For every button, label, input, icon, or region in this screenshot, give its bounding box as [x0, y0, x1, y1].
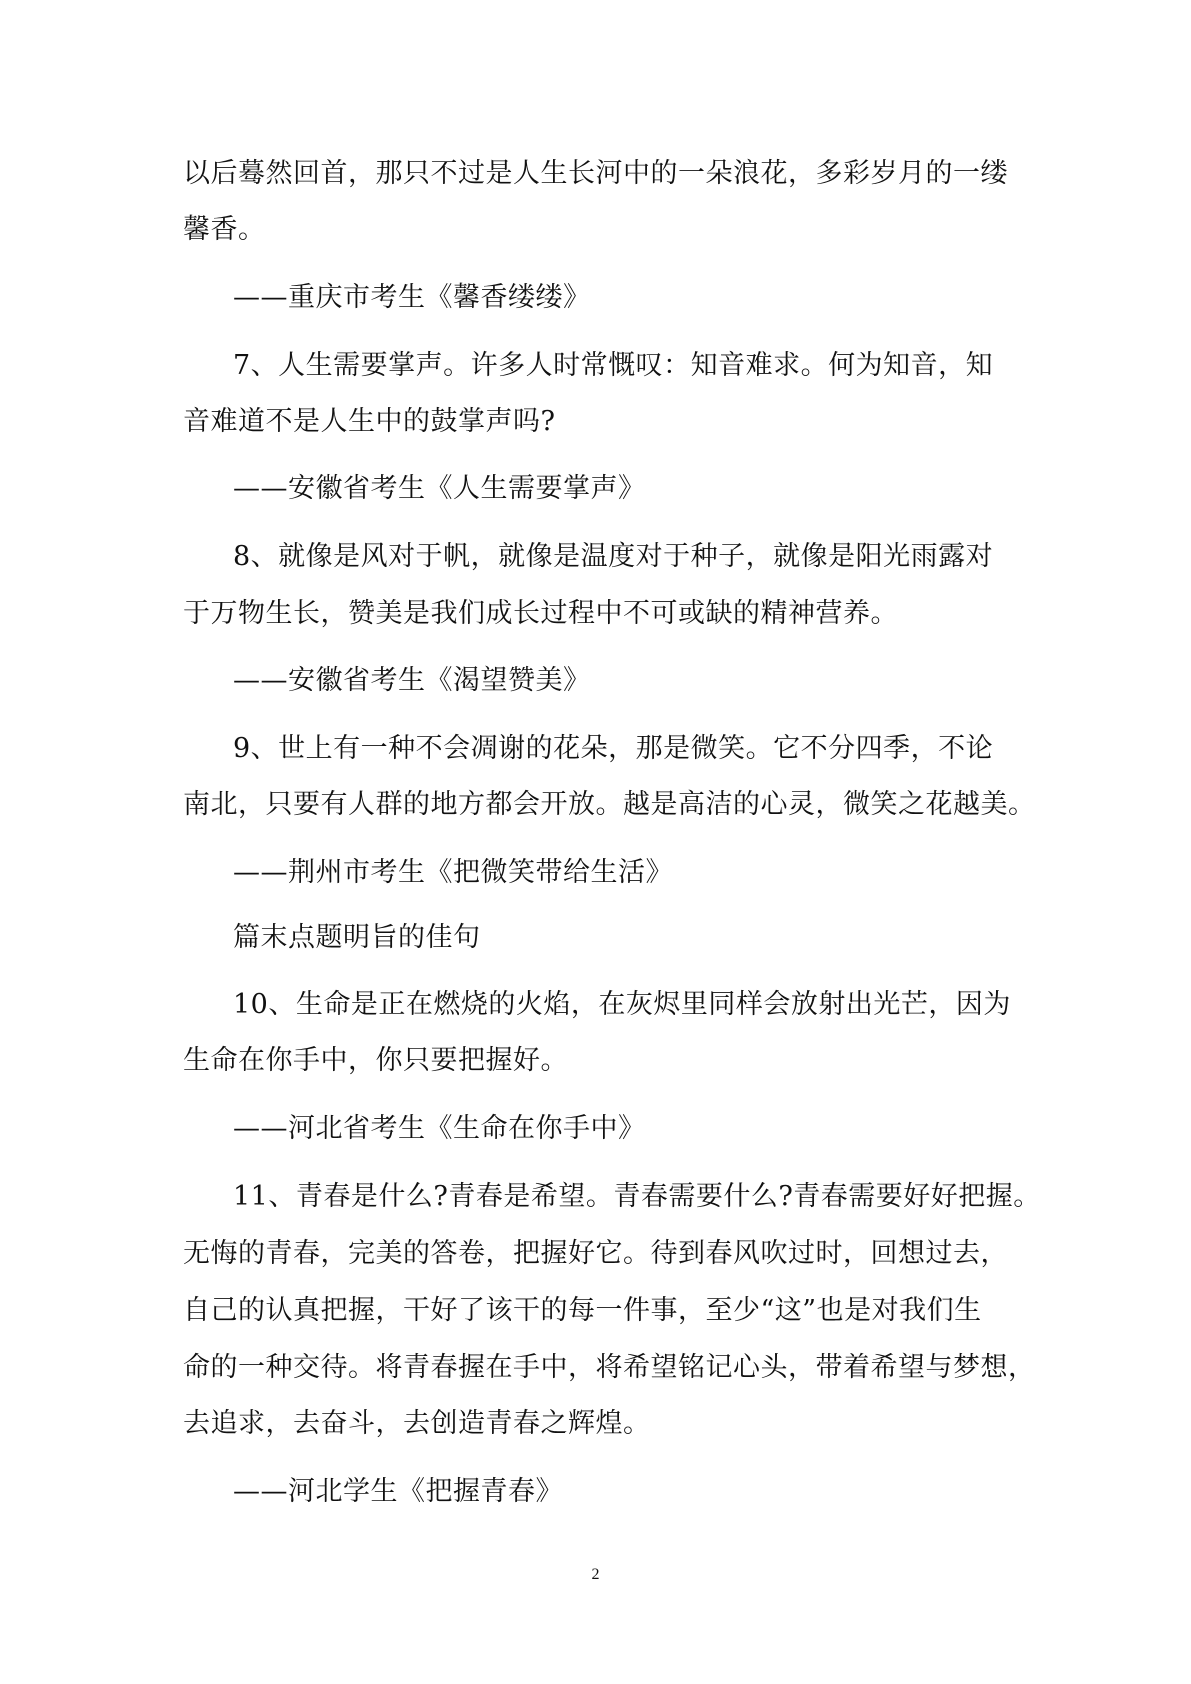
text-line: 馨香。	[183, 214, 266, 245]
attribution-line: ——重庆市考生《馨香缕缕》	[233, 282, 591, 313]
text-line: 去追求，去奋斗，去创造青春之辉煌。	[183, 1408, 651, 1439]
text-line: 命的一种交待。将青春握在手中，将希望铭记心头，带着希望与梦想，	[183, 1352, 1036, 1383]
attribution-line: ——河北省考生《生命在你手中》	[233, 1113, 646, 1144]
text-line: 自己的认真把握，干好了该干的每一件事，至少“这”也是对我们生	[183, 1295, 982, 1326]
attribution-line: ——荆州市考生《把微笑带给生活》	[233, 857, 673, 888]
text-line: 8、就像是风对于帆，就像是温度对于种子，就像是阳光雨露对	[233, 541, 994, 572]
text-line: 11、青春是什么?青春是希望。青春需要什么?青春需要好好把握。	[233, 1181, 1041, 1212]
section-heading: 篇末点题明旨的佳句	[233, 922, 481, 953]
text-line: 于万物生长，赞美是我们成长过程中不可或缺的精神营养。	[183, 598, 898, 629]
text-line: 10、生命是正在燃烧的火焰，在灰烬里同样会放射出光芒，因为	[233, 989, 1011, 1020]
text-line: 7、人生需要掌声。许多人时常慨叹：知音难求。何为知音，知	[233, 350, 994, 381]
text-line: 音难道不是人生中的鼓掌声吗?	[183, 406, 556, 437]
attribution-line: ——安徽省考生《人生需要掌声》	[233, 473, 646, 504]
page-number: 2	[591, 1566, 600, 1583]
text-line: 南北，只要有人群的地方都会开放。越是高洁的心灵，微笑之花越美。	[183, 789, 1036, 820]
text-line: 以后蓦然回首，那只不过是人生长河中的一朵浪花，多彩岁月的一缕	[183, 158, 1008, 189]
attribution-line: ——安徽省考生《渴望赞美》	[233, 665, 591, 696]
attribution-line: ——河北学生《把握青春》	[233, 1476, 563, 1507]
text-line: 无悔的青春，完美的答卷，把握好它。待到春风吹过时，回想过去，	[183, 1238, 1008, 1269]
text-line: 生命在你手中，你只要把握好。	[183, 1045, 568, 1076]
text-line: 9、世上有一种不会凋谢的花朵，那是微笑。它不分四季，不论	[233, 733, 994, 764]
